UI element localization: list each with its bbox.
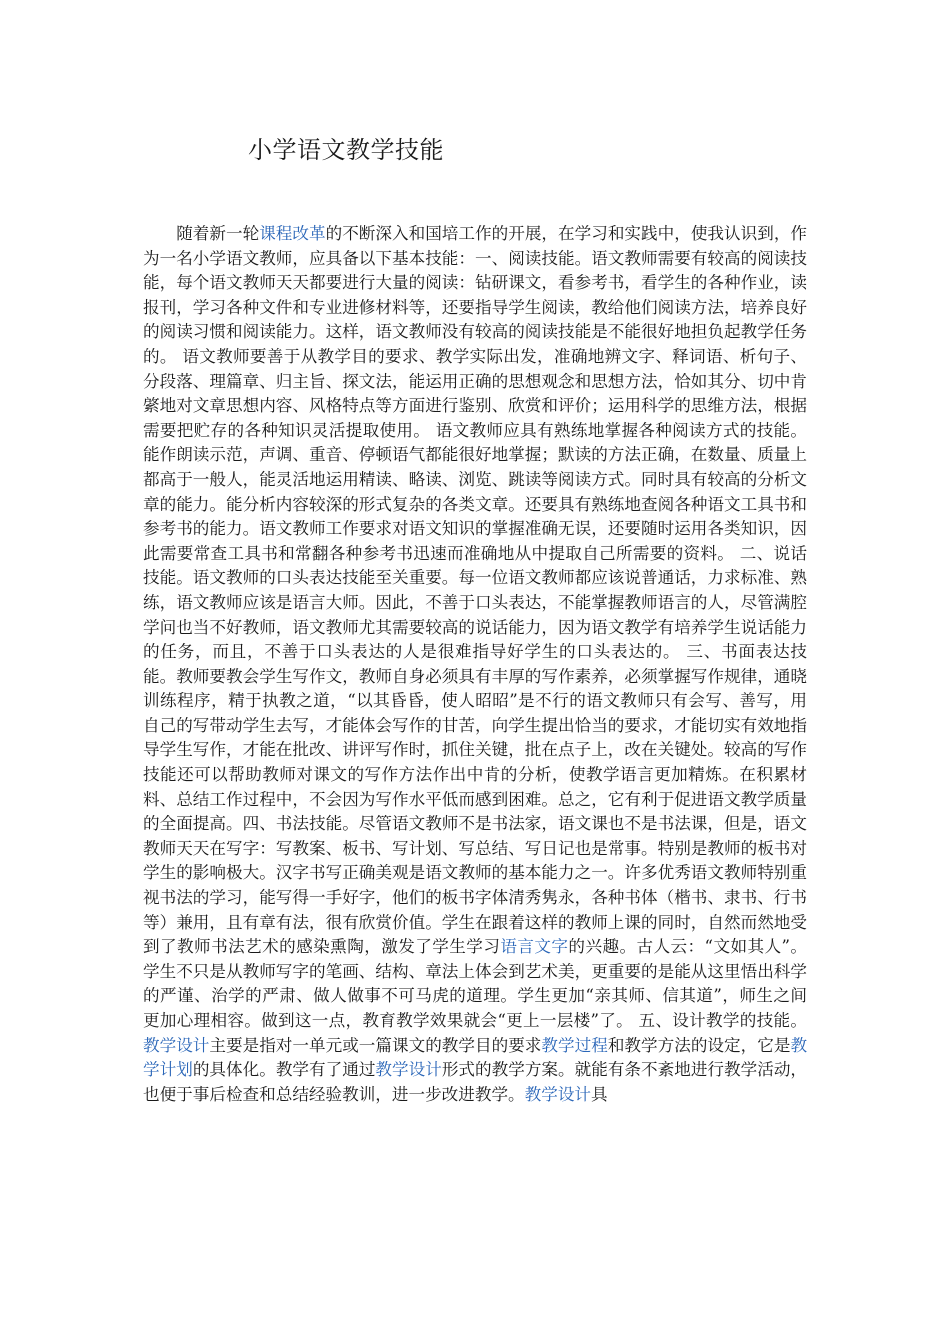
text-run: 随着新一轮 [176, 224, 260, 243]
text-run: 的不断深入和国培工作的开展，在学习和实践中，使我认识到，作为一名小学语文教师，应具备以下基本技能：一、阅读技能。语文教师需要有较高的阅读技能，每个语文教师天天都要进行大量的阅读：钻研课文，看参考书，看学生的各种作业，读报刊，学习各种文件和专业进修材料等，还要指导学生阅读，教给他们阅读方法，培养良好的阅读习惯和阅读能力。这样，语文教师没有较高的阅读技能是不能很好地担负起教学任务的。 语文教师要善于从教学目的要求、教学实际出发，准确地辨文字、释词语、析句子、分段落、理篇章、归主旨、探文法，能运用正确的思想观念和思想方法，恰如其分、切中肯綮地对文章思想内容、风格特点等方面进行鉴别、欣赏和评价；运用科学的思维方法，根据需要把贮存的各种知识灵活提取使用。 语文教师应具有熟练地掌握各种阅读方式的技能。能作朗读示范，声调、重音、停顿语气都能很好地掌握；默读的方法正确，在数量、质量上都高于一般人，能灵活地运用精读、略读、浏览、跳读等阅读方式。同时具有较高的分析文章的能力。能分析内容较深的形式复杂的各类文章。还要具有熟练地查阅各种语文工具书和参考书的能力。语文教师工作要求对语文知识的掌握准确无误，还要随时运用各类知识，因此需要常查工具书和常翻各种参考书迅速而准确地从中提取自己所需要的资料。 二、说话技能。语文教师的口头表达技能至关重要。每一位语文教师都应该说普通话，力求标准、熟练，语文教师应该是语言大师。因此，不善于口头表达，不能掌握教师语言的人，尽管满腔学问也当不好教师，语文教师尤其需要较高的说话能力，因为语文教学有培养学生说话能力的任务，而且，不善于口头表达的人是很难指导好学生的口头表达的。 三、书面表达技能。教师要教会学生写作文，教师自身必须具有丰厚的写作素养，必须掌握写作规律，通晓训练程序，精于执教之道，“以其昏昏，使人昭昭”是不行的语文教师只有会写、善写，用自己的写带动学生去写，才能体会写作的甘苦，向学生提出恰当的要求，才能切实有效地指导学生写作，才能在批改、讲评写作时，抓住关键，批在点子上，改在关键处。较高的写作技能还可以帮助教师对课文的写作方法作出中肯的分析，使教学语言更加精炼。在积累材料、总结工作过程中，不会因为写作水平低而感到困难。总之，它有利于促进语文教学质量的全面提高。四、书法技能。尽管语文教师不是书法家，语文课也不是书法课，但是，语文教师天天在写字：写教案、板书、写计划、写总结、写日记也是常事。特别是教师的板书对学生的影响极大。汉字书写正确美观是语文教师的基本能力之一。许多优秀语文教师特别重视书法的学习，能写得一手好字，他们的板书字体清秀隽永，各种书体（楷书、隶书、行书等）兼用，且有章有法，很有欣赏价值。学生在跟着这样的教师上课的同时，自然而然地受到了教师书法艺术的感染熏陶，激发了学生学习 [143, 224, 808, 957]
text-run: 和教学方法的设定，它是 [607, 1035, 791, 1055]
link-teaching-design[interactable]: 教学设计 [524, 1084, 592, 1104]
link-curriculum-reform[interactable]: 课程改革 [259, 224, 326, 243]
text-run: 的兴趣。古人云：“文如其人”。学生不只是从教师写字的笔画、结构、章法上体会到艺术美，更重要的是能从这里悟出科学的严谨、治学的严肃、做人做事不可马虎的道理。学生更加“亲其师、信其道”，师生之间更加心理相容。做到这一点，教育教学效果就会“更上一层楼”了。 五、设计教学的技能。 [143, 937, 808, 1030]
link-teaching-design[interactable]: 教学设计 [375, 1060, 442, 1080]
text-run: 的具体化。教学有了通过 [192, 1060, 376, 1080]
document-title: 小学语文教学技能 [248, 136, 444, 164]
link-teaching-process[interactable]: 教学过程 [541, 1035, 608, 1055]
text-run: 形式的教学方案。就能有条不紊地进行教学活动，也便于事后检查和总结经验教训，进一步改进教学。 [143, 1060, 808, 1104]
text-run: 主要是指对一单元或一篇课文的教学目的要求 [209, 1035, 542, 1055]
text-run: 具 [591, 1084, 608, 1104]
link-teaching-plan[interactable]: 教学计划 [143, 1035, 808, 1080]
link-language-text[interactable]: 语言文字 [500, 937, 569, 957]
body-paragraph [143, 222, 807, 1107]
link-teaching-design[interactable]: 教学设计 [143, 1035, 210, 1055]
